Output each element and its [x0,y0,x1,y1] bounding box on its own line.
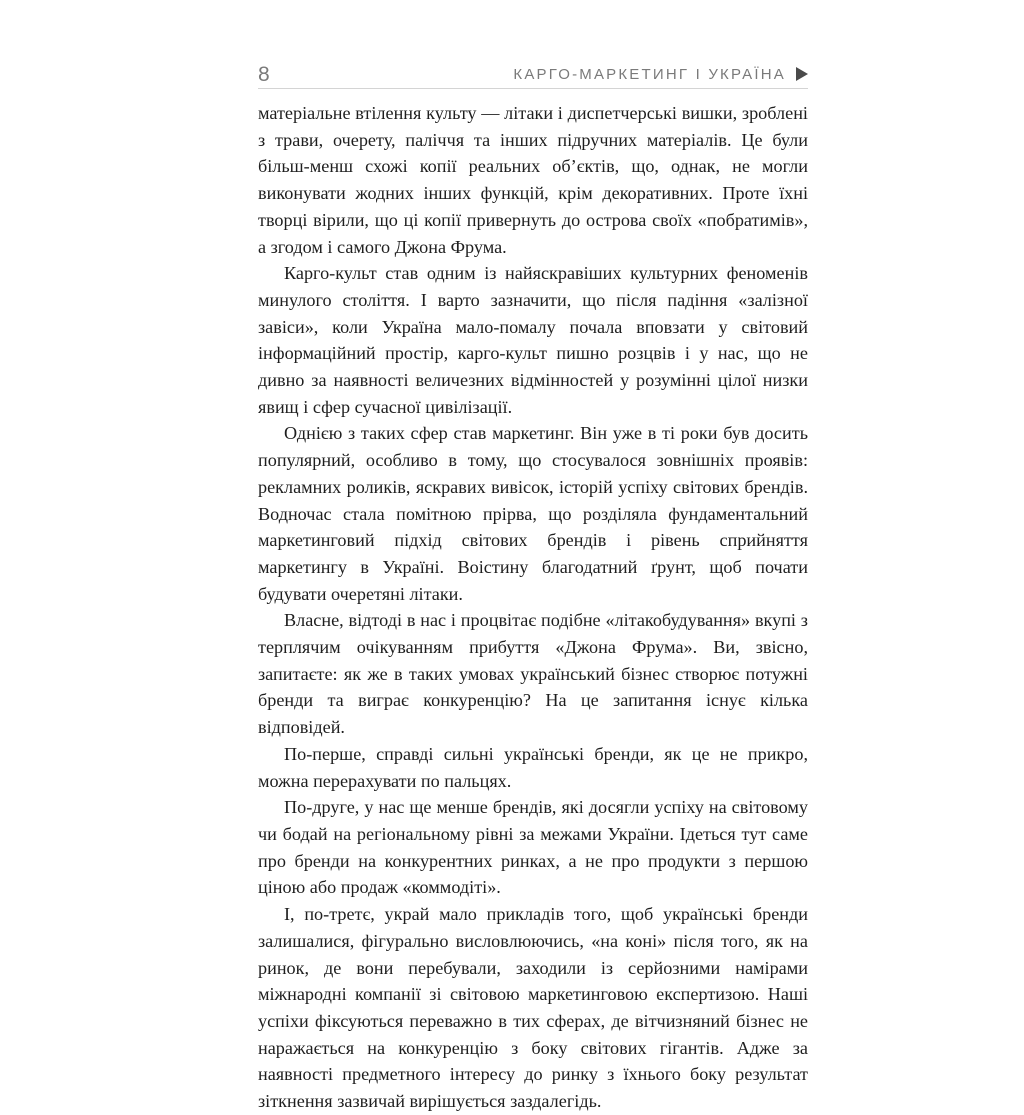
paragraph-continuation: матеріальне втілення культу — літаки і диспетчерські вишки, зроблені з трави, очерету, паліччя та інших підручних матеріалів. Це були більш-менш схожі копії реальних об’єктів, що, однак, не могли виконувати жодних інших функцій, крім декоративних. Проте їхні творці вірили, що ці копії привернуть до острова своїх «побратимів», а згодом і самого Джона Фрума. [258,103,808,257]
body-text [258,100,808,1115]
chapter-title: КАРГО-МАРКЕТИНГ І УКРАЇНА [513,66,786,83]
header-divider [258,88,808,89]
paragraph: По-друге, у нас ще менше брендів, які досягли успіху на світовому чи бодай на регіональному рівні за межами України. Ідеться тут саме про бренди на конкурентних ринках, а не про продукти з першою ціною або продаж «коммодіті». [258,797,808,898]
page-number: 8 [258,63,270,86]
paragraph: Карго-культ став одним із найяскравіших культурних феноменів минулого століття. І варто зазначити, що після падіння «залізної завіси», коли Україна мало-помалу почала вповзати у світовий інформаційний простір, карго-культ пишно розцвів і у нас, що не дивно за наявності величезних відмінностей у розумінні цілої низки явищ і сфер сучасної цивілізації. [258,263,808,417]
paragraph: І, по-третє, украй мало прикладів того, щоб українські бренди залишалися, фігурально висловлюючись, «на коні» після того, як на ринок, де вони перебували, заходили із серйозними намірами міжнародні компанії зі світовою маркетинговою експертизою. Наші успіхи фіксуються переважно в тих сферах, де вітчизняний бізнес не наражається на конкуренцію з боку світових гігантів. Адже за наявності предметного інтересу до ринку з їхнього боку результат зіткнення зазвичай вирішується заздалегідь. [258,904,808,1112]
triangle-arrow-icon [796,67,808,81]
paragraph: По-перше, справді сильні українські бренди, як це не прикро, можна перерахувати по пальцях. [258,743,808,791]
paragraph: Власне, відтоді в нас і процвітає подібне «літакобудування» вкупі з терплячим очікуванням прибуття «Джона Фрума». Ви, звісно, запитаєте: як же в таких умовах український бізнес створює потужні бренди та виграє конкуренцію? На це запитання існує кілька відповідей. [258,610,808,738]
paragraph: Однією з таких сфер став маркетинг. Він уже в ті роки був досить популярний, особливо в тому, що стосувалося зовнішніх проявів: рекламних роликів, яскравих вивісок, історій успіху світових брендів. Водночас стала помітною прірва, що розділяла фундаментальний маркетинговий підхід світових брендів і рівень сприйняття маркетингу в Україні. Воістину благодатний ґрунт, щоб почати будувати очеретяні літаки. [258,423,808,604]
running-head [258,62,808,88]
